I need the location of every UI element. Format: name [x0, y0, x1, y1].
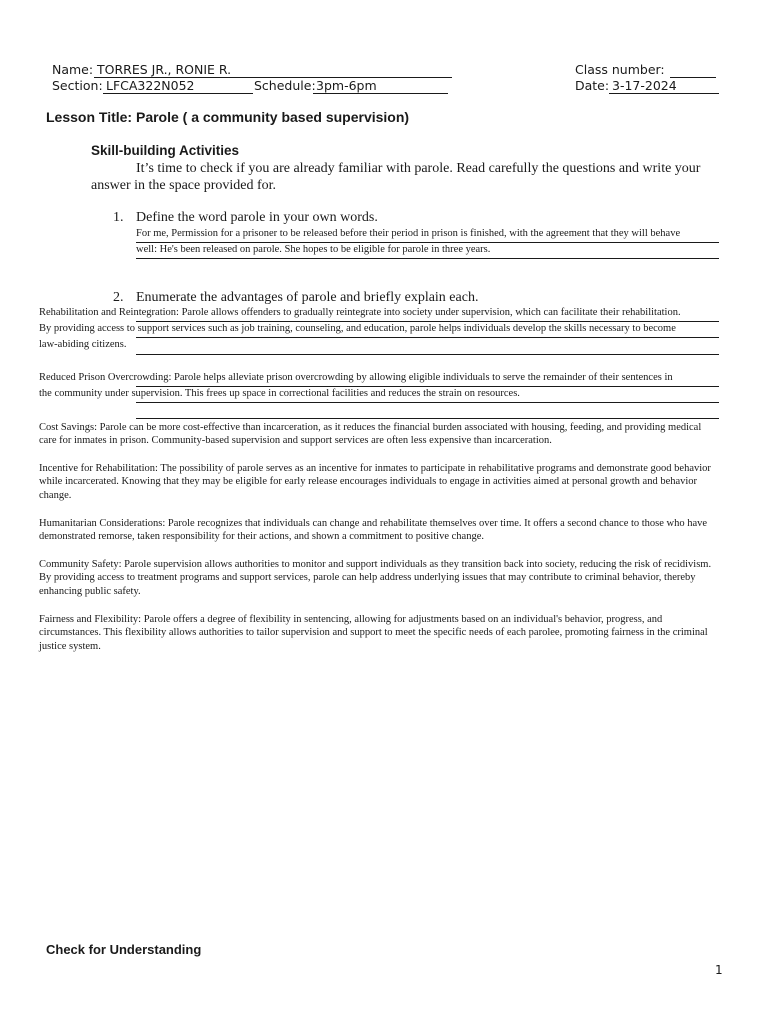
page-number: 1 [715, 963, 723, 977]
intro-line-1: It’s time to check if you are already familiar with parole. Read carefully the questions and write your [136, 161, 701, 176]
schedule-field[interactable] [313, 78, 448, 94]
name-field[interactable] [94, 62, 452, 78]
rehabilitation-line-1: Rehabilitation and Reintegration: Parole allows offenders to gradually reintegrate into society under supervision, which can facilitate their rehabilitation. [39, 307, 681, 318]
date-field[interactable] [609, 78, 719, 94]
question-2-number: 2. [113, 290, 124, 305]
fairness-paragraph: Fairness and Flexibility: Parole offers a degree of flexibility in sentencing, allowing for adjustments based on an individual's behavior, progress, and circumstances. This flexibility allows authorities to tailor supervision and support to meet the specific needs of each parolee, promoting fairness in the criminal justice system. [39, 614, 708, 652]
question-1-text: Define the word parole in your own words. [136, 210, 378, 225]
date-label: Date: [575, 78, 610, 93]
schedule-value: 3pm-6pm [316, 78, 377, 93]
prison-overcrowding-line-1: Reduced Prison Overcrowding: Parole helps alleviate prison overcrowding by allowing eligible individuals to serve the remainder of their sentences in [39, 372, 673, 383]
incentive-paragraph: Incentive for Rehabilitation: The possibility of parole serves as an incentive for inmates to participate in rehabilitative programs and demonstrate good behavior while incarcerated. Knowing that they may be eligible for early release encourages individuals to engage in activities aimed at personal growth and behavior change. [39, 463, 711, 501]
rehabilitation-line-2: By providing access to support services such as job training, counseling, and education, parole helps individuals develop the skills necessary to become [39, 323, 676, 334]
answer-2-line-3[interactable] [136, 353, 719, 355]
name-label: Name: [52, 62, 94, 77]
section-label: Section: [52, 78, 103, 93]
class-number-value [670, 62, 673, 77]
intro-line-2: answer in the space provided for. [91, 178, 277, 193]
rehabilitation-line-3: law-abiding citizens. [39, 339, 127, 350]
community-safety-paragraph: Community Safety: Parole supervision allows authorities to monitor and support individuals as they transition back into society, reducing the risk of recidivism. By providing access to treatment programs and support services, parole can help address underlying issues that may contribute to criminal behavior, thereby enhancing public safety. [39, 559, 712, 597]
answer-1-text-1: For me, Permission for a prisoner to be released before their period in prison is finished, with the agreement that they will behave [136, 228, 681, 239]
date-value: 3-17-2024 [612, 78, 677, 93]
cost-savings-paragraph: Cost Savings: Parole can be more cost-effective than incarceration, as it reduces the financial burden associated with housing, feeding, and providing medical care for inmates in prison. Community-based supervision and support services are often less expensive than incarceration. [39, 422, 702, 447]
question-1-number: 1. [113, 210, 124, 225]
answer-1-text-2: well: He's been released on parole. She hopes to be eligible for parole in three years. [136, 244, 491, 255]
question-2-text: Enumerate the advantages of parole and briefly explain each. [136, 290, 479, 305]
answer-2-line-6[interactable] [136, 417, 719, 419]
skill-building-heading: Skill-building Activities [91, 143, 240, 158]
class-number-label: Class number: [575, 62, 665, 77]
class-number-field[interactable] [670, 62, 716, 78]
section-field[interactable] [103, 78, 253, 94]
humanitarian-paragraph: Humanitarian Considerations: Parole recognizes that individuals can change and rehabilitate themselves over time. It offers a second chance to those who have demonstrated remorse, taken responsibility for their actions, and shown a commitment to positive change. [39, 518, 708, 543]
check-for-understanding-heading: Check for Understanding [46, 942, 202, 957]
lesson-title: Lesson Title: Parole ( a community based supervision) [46, 109, 410, 125]
name-value: TORRES JR., RONIE R. [97, 62, 232, 77]
section-value: LFCA322N052 [106, 78, 195, 93]
prison-overcrowding-line-2: the community under supervision. This frees up space in correctional facilities and reduces the strain on resources. [39, 388, 520, 399]
schedule-label: Schedule: [254, 78, 316, 93]
